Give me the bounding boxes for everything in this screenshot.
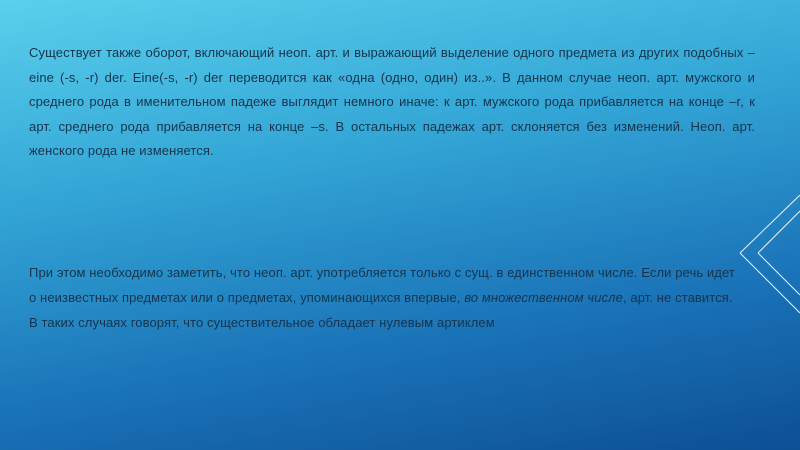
diagonal-lines-icon <box>720 195 800 315</box>
paragraph2-italic-phrase: во множественном числе <box>464 289 623 305</box>
paragraph2-text-part2: , арт. не ставится. В таких случаях говорят, что существительное обладает нулевым артиклем <box>29 289 733 330</box>
paragraph-zero-article <box>29 261 744 335</box>
paragraph2-text-part1: При этом необходимо заметить, что неоп. арт. употребляется только с сущ. в единственном числе. Если речь идет о неизвестных предметах или о предметах, упоминающихся впервые, <box>29 265 735 305</box>
paragraph-indefinite-article-construction: Существует также оборот, включающий неоп. арт. и выражающий выделение одного предмета из других подобных – eine (-s, -r) der. Eine(-s, -r) der переводится как «одна (одно, один) из..». В данном случае неоп. арт. мужского и среднего рода в именительном падеже выглядит немного иначе: к арт. мужского рода прибавляется на конце –r, к арт. среднего рода прибавляется на конце –s. В остальных падежах арт. склоняется без изменений. Неоп. арт. женского рода не изменяется. <box>29 45 755 159</box>
